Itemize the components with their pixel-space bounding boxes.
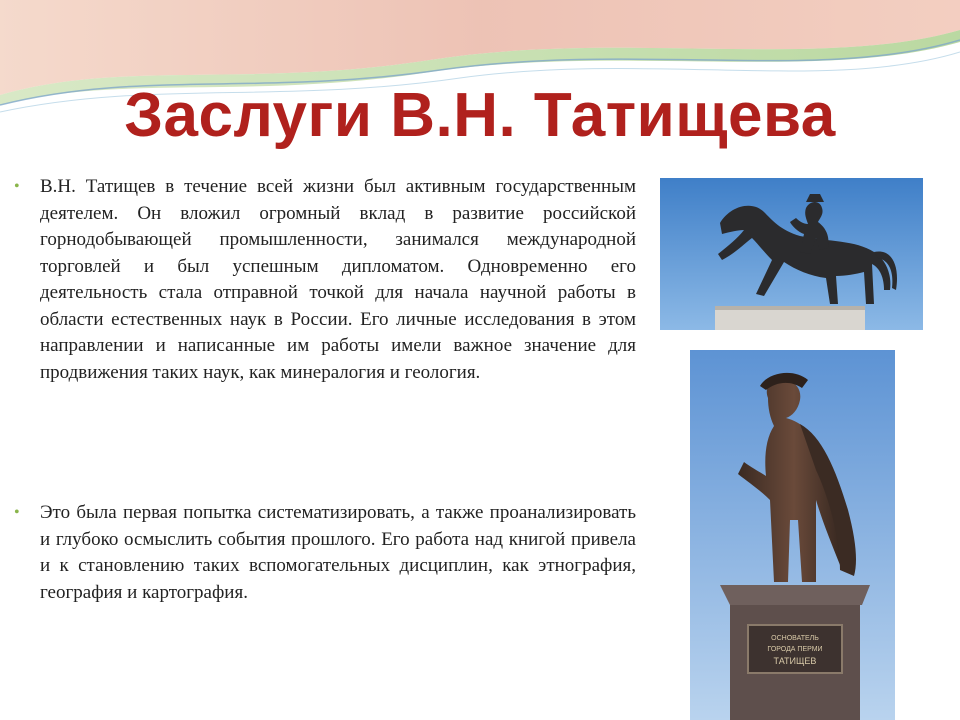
plaque-text: ГОРОДА ПЕРМИ (767, 646, 823, 653)
bullet-paragraph (14, 500, 636, 606)
bullet-text: Это была первая попытка систематизировать, а также проанализировать и глубоко осмыслить события прошлого. Его работа над книгой привела и к становлению таких вспомогательных дисциплин, как этнография, география и картография. (40, 502, 636, 603)
plaque-text: ТАТИЩЕВ (773, 656, 817, 666)
bullet-text: В.Н. Татищев в течение всей жизни был активным государственным деятелем. Он вложил огромный вклад в развитие российской горнодобывающей промышленности, занимался международной торговлей и был успешным дипломатом. Одновременно его деятельность стала отправной точкой для начала научной работы в области естественных наук в России. Его личные исследования в этом направлении и написанные им работы имели важное значение для продвижения таких наук, как минералогия и геология. (40, 176, 636, 383)
equestrian-monument-photo (660, 178, 923, 330)
bullet-icon: • (14, 504, 20, 521)
bullet-icon: • (14, 178, 20, 195)
standing-statue-photo (690, 350, 895, 720)
slide-title: Заслуги В.Н. Татищева (124, 81, 836, 150)
plaque-text: ОСНОВАТЕЛЬ (771, 635, 819, 642)
bullet-paragraph (14, 174, 636, 386)
